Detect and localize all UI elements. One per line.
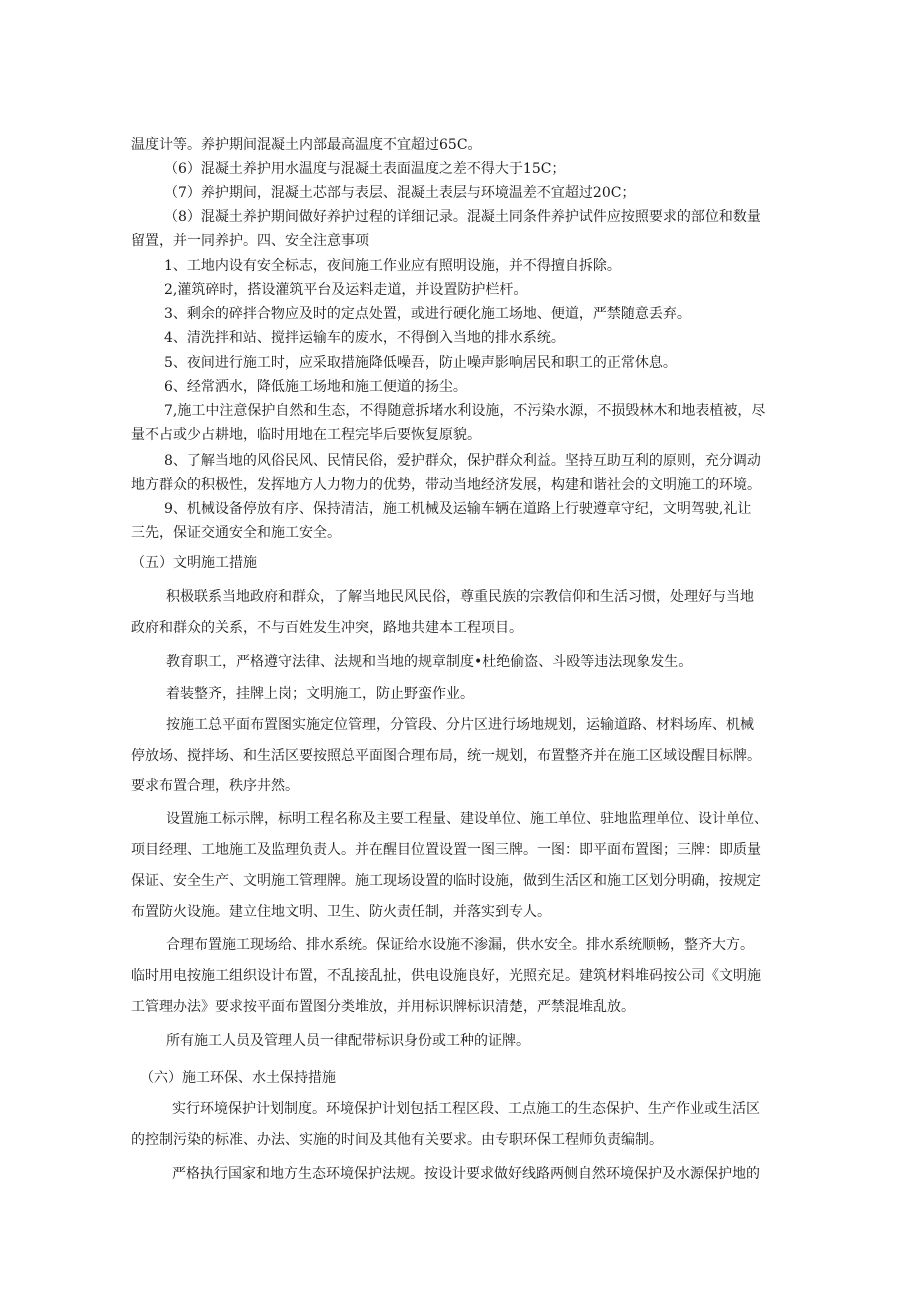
text-line: 要求布置合理，秩序井然。 — [131, 778, 299, 794]
text-line: 项目经理、工地施工及监理负责人。并在醒目位置设置一图三牌。一图：即平面布置图；三牌：即质量 — [131, 842, 761, 858]
text-line: 2,灌筑碎时，搭设灌筑平台及运料走道，并设置防护栏杆。 — [164, 282, 528, 298]
text-line: 的控制污染的标准、办法、实施的时间及其他有关要求。由专职环保工程师负责编制。 — [131, 1132, 663, 1148]
text-line: 8、了解当地的风俗民风、民情民俗，爱护群众，保护群众利益。坚持互助互利的原则，充分调动 — [164, 453, 761, 469]
text-line: 留置，并一同养护。四、安全注意事项 — [131, 233, 369, 249]
text-line: 着装整齐，挂牌上岗；文明施工，防止野蛮作业。 — [166, 686, 474, 702]
text-line: 地方群众的积极性，发挥地方人力物力的优势，带动当地经济发展，构建和谐社会的文明施工的环境。 — [131, 477, 761, 493]
text-line: 保证、安全生产、文明施工管理牌。施工现场设置的临时设施，做到生活区和施工区划分明确，按规定 — [131, 873, 761, 889]
text-line: 工管理办法》要求按平面布置图分类堆放，并用标识牌标识清楚，严禁混堆乱放。 — [131, 999, 635, 1015]
text-line: （7）养护期间，混凝土芯部与表层、混凝土表层与环境温差不宜超过20C； — [164, 185, 636, 201]
text-line: 教育职工，严格遵守法律、法规和当地的规章制度•杜绝偷盗、斗殴等违法现象发生。 — [166, 654, 693, 670]
text-line: （8）混凝土养护期间做好养护过程的详细记录。混凝土同条件养护试件应按照要求的部位和数量 — [164, 209, 761, 225]
text-line: 3、剩余的碎拌合物应及时的定点处置，或进行硬化施工场地、便道，严禁随意丢弃。 — [164, 306, 691, 322]
text-line: 4、清洗拌和站、搅拌运输车的废水，不得倒入当地的排水系统。 — [164, 330, 565, 346]
section-heading: （六）施工环保、水土保持措施 — [140, 1070, 336, 1086]
text-line: 6、经常洒水，降低施工场地和施工便道的扬尘。 — [164, 379, 467, 395]
text-line: 7,施工中注意保护自然和生态，不得随意拆堵水利设施，不污染水源，不损毁林木和地表植被，尽 — [164, 403, 766, 419]
text-line: 温度计等。养护期间混凝土内部最高温度不宜超过65C。 — [131, 137, 482, 153]
text-line: 停放场、搅拌场、和生活区要按照总平面图合理布局，统一规划，布置整齐并在施工区域设醒目标牌。 — [131, 748, 761, 764]
text-line: 临时用电按施工组织设计布置，不乱接乱扯，供电设施良好，光照充足。建筑材料堆码按公司《文明施 — [131, 968, 761, 984]
text-line: （6）混凝土养护用水温度与混凝土表面温度之差不得大于15C； — [164, 161, 566, 177]
text-line: 政府和群众的关系，不与百姓发生冲突，路地共建本工程项目。 — [131, 620, 523, 636]
text-line: 5、夜间进行施工时，应采取措施降低噪吾，防止噪声影响居民和职工的正常休息。 — [164, 355, 677, 371]
text-line: 所有施工人员及管理人员一律配带标识身份或工种的证牌。 — [166, 1033, 530, 1049]
text-line: 实行环境保护计划制度。环境保护计划包括工程区段、工点施工的生态保护、生产作业或生活区 — [172, 1101, 760, 1117]
text-line: 设置施工标示牌，标明工程名称及主要工程量、建设单位、施工单位、驻地监理单位、设计单位、 — [166, 811, 768, 827]
section-heading: （五）文明施工措施 — [131, 555, 257, 571]
text-line: 1、工地内设有安全标志，夜间施工作业应有照明设施，并不得擅自拆除。 — [164, 258, 621, 274]
text-line: 9、机械设备停放有序、保持清洁，施工机械及运输车辆在道路上行驶遵章守纪，文明驾驶,礼让 — [164, 501, 752, 517]
text-line: 按施工总平面布置图实施定位管理，分管段、分片区进行场地规划，运输道路、材料场库、机械 — [166, 717, 754, 733]
text-line: 合理布置施工现场给、排水系统。保证给水设施不渗漏，供水安全。排水系统顺畅，整齐大方。 — [166, 937, 754, 953]
text-line: 量不占或少占耕地，临时用地在工程完毕后要恢复原貌。 — [131, 427, 481, 443]
text-line: 布置防火设施。建立住地文明、卫生、防火责任制，并落实到专人。 — [131, 904, 551, 920]
text-line: 积极联系当地政府和群众，了解当地民风民俗，尊重民族的宗教信仰和生活习惯，处理好与当地 — [166, 589, 754, 605]
text-line: 三先，保证交通安全和施工安全。 — [131, 525, 341, 541]
text-line: 严格执行国家和地方生态环境保护法规。按设计要求做好线路两侧自然环境保护及水源保护地的 — [172, 1166, 760, 1182]
